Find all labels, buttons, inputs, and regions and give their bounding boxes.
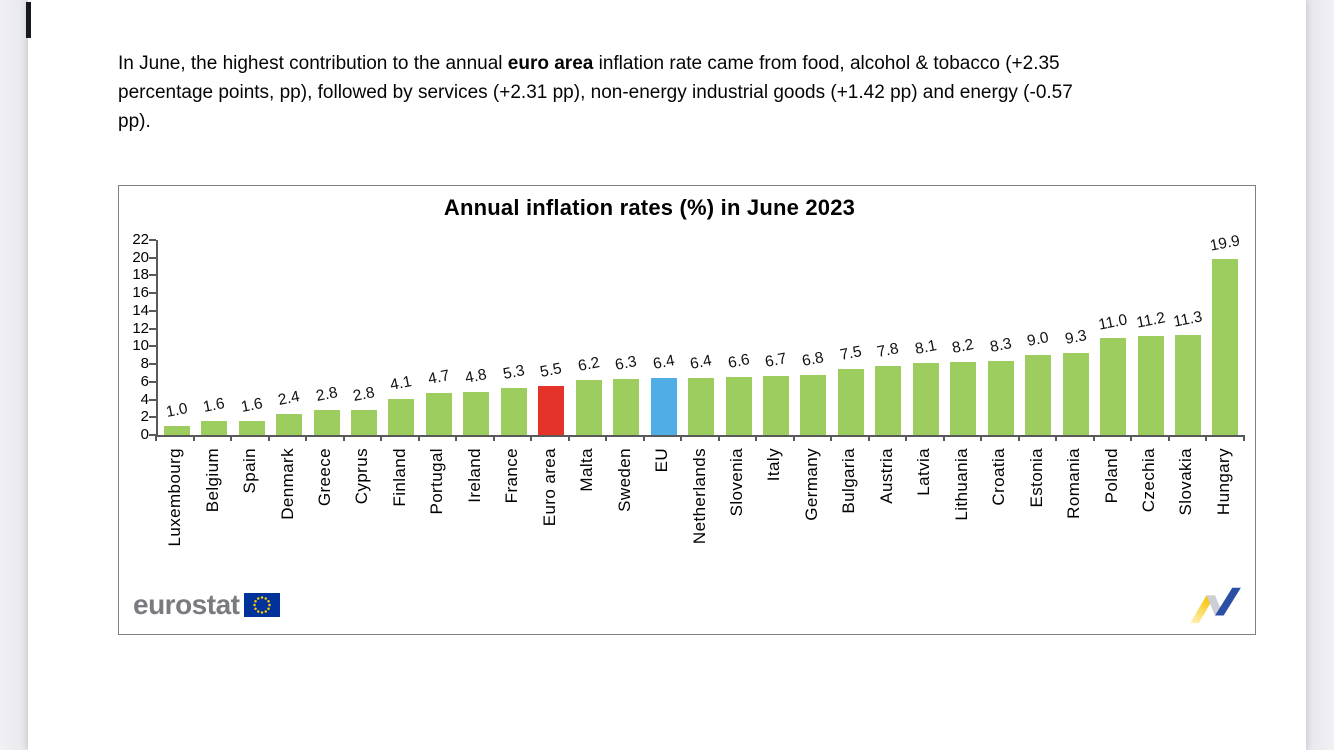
y-axis-tick bbox=[149, 381, 156, 383]
bar-slot bbox=[832, 240, 869, 435]
category-label: Poland bbox=[1101, 448, 1121, 504]
category-label-slot bbox=[1017, 448, 1054, 598]
bar-value-label: 6.4 bbox=[688, 352, 714, 374]
bar-sweden bbox=[613, 379, 639, 435]
bar-value-label: 4.7 bbox=[426, 367, 452, 389]
x-axis-tick bbox=[1168, 435, 1170, 441]
bar-slot bbox=[720, 240, 757, 435]
y-axis-label: 10 bbox=[132, 337, 149, 355]
bar-slot bbox=[233, 240, 270, 435]
bar-euro-area bbox=[538, 386, 564, 435]
y-axis-label: 22 bbox=[132, 231, 149, 248]
y-axis-label: 14 bbox=[132, 301, 149, 319]
bar-slot bbox=[1057, 240, 1094, 435]
x-axis-tick bbox=[680, 435, 682, 441]
x-axis-tick bbox=[568, 435, 570, 441]
x-axis-tick bbox=[530, 435, 532, 441]
x-axis-tick bbox=[605, 435, 607, 441]
bar-slot bbox=[458, 240, 495, 435]
x-axis-tick bbox=[1055, 435, 1057, 441]
paragraph-text: inflation rate came from food, alcohol & tobacco (+2.35 bbox=[593, 53, 1060, 74]
y-axis-tick bbox=[149, 399, 156, 401]
bar-value-label: 11.0 bbox=[1097, 310, 1129, 334]
eurostat-trend-icon bbox=[1187, 583, 1245, 627]
category-label: Germany bbox=[801, 448, 821, 521]
bar-slot bbox=[270, 240, 307, 435]
category-label: Malta bbox=[577, 448, 597, 492]
bar-cyprus bbox=[351, 410, 377, 435]
x-axis-tick bbox=[343, 435, 345, 441]
bar-netherlands bbox=[688, 378, 714, 435]
category-label: Netherlands bbox=[689, 448, 709, 545]
category-label: Denmark bbox=[277, 448, 297, 520]
bar-slot bbox=[757, 240, 794, 435]
bar-france bbox=[501, 388, 527, 435]
category-label-slot bbox=[231, 448, 268, 598]
x-axis-tick bbox=[868, 435, 870, 441]
category-label-slot bbox=[1205, 448, 1242, 598]
bar-slot bbox=[533, 240, 570, 435]
category-label: Slovenia bbox=[727, 448, 747, 517]
bar-slovakia bbox=[1175, 335, 1201, 435]
inflation-bar-chart bbox=[118, 185, 1256, 635]
bar-slot bbox=[645, 240, 682, 435]
x-axis-tick bbox=[643, 435, 645, 441]
x-axis-tick bbox=[493, 435, 495, 441]
bar-denmark bbox=[276, 414, 302, 435]
bar-value-label: 6.6 bbox=[726, 350, 751, 372]
category-label-slot bbox=[381, 448, 418, 598]
bar-slot bbox=[308, 240, 345, 435]
category-label: France bbox=[502, 448, 522, 504]
bar-luxembourg bbox=[164, 426, 190, 435]
category-label-slot bbox=[343, 448, 380, 598]
bar-slot bbox=[982, 240, 1019, 435]
category-label: Romania bbox=[1064, 448, 1084, 519]
bar-value-label: 9.0 bbox=[1025, 329, 1051, 351]
bar-slot bbox=[383, 240, 420, 435]
bar-value-label: 4.1 bbox=[389, 372, 414, 394]
bar-slot bbox=[1207, 231, 1244, 435]
x-axis-tick bbox=[268, 435, 270, 441]
x-axis-tick bbox=[755, 435, 757, 441]
category-label-slot bbox=[980, 448, 1017, 598]
category-label-slot bbox=[493, 448, 530, 598]
bar-value-label: 6.7 bbox=[763, 349, 789, 371]
category-label: Latvia bbox=[914, 448, 934, 496]
bar-finland bbox=[388, 399, 414, 435]
bar-germany bbox=[800, 375, 826, 435]
category-label: Croatia bbox=[989, 448, 1009, 506]
bar-value-label: 5.3 bbox=[501, 362, 526, 383]
x-axis-tick bbox=[455, 435, 457, 441]
bar-slot bbox=[1132, 240, 1169, 435]
bar-value-label: 7.5 bbox=[838, 342, 863, 364]
bar-ireland bbox=[463, 392, 489, 435]
bar-slot bbox=[1094, 240, 1131, 435]
y-axis-label: 8 bbox=[140, 355, 149, 373]
category-label: Slovakia bbox=[1176, 448, 1196, 516]
bar-value-label: 2.8 bbox=[314, 384, 339, 406]
bar-slot bbox=[345, 240, 382, 435]
category-label-slot bbox=[156, 448, 193, 598]
bar-bulgaria bbox=[838, 369, 864, 435]
bar-slot bbox=[945, 240, 982, 435]
category-label: Bulgaria bbox=[839, 448, 859, 514]
paragraph-text: percentage points, pp), followed by services (+2.31 pp), non-energy industrial goods (+1.42 pp) and energy (-0.57 bbox=[118, 82, 1073, 103]
bar-value-label: 5.5 bbox=[538, 360, 564, 382]
bar-slot bbox=[1019, 240, 1056, 435]
y-axis-label: 12 bbox=[132, 319, 149, 337]
bar-value-label: 11.2 bbox=[1134, 309, 1167, 332]
bar-poland bbox=[1100, 338, 1126, 436]
bar-slot bbox=[682, 240, 719, 435]
category-label-slot bbox=[306, 448, 343, 598]
x-axis-tick bbox=[1130, 435, 1132, 441]
category-label-slot bbox=[680, 448, 717, 598]
category-label: Cyprus bbox=[352, 448, 372, 505]
x-axis-tick bbox=[830, 435, 832, 441]
bar-czechia bbox=[1138, 336, 1164, 435]
x-axis-tick bbox=[793, 435, 795, 441]
y-axis-tick bbox=[149, 363, 156, 365]
category-label-slot bbox=[456, 448, 493, 598]
bar-greece bbox=[314, 410, 340, 435]
category-label: Hungary bbox=[1213, 448, 1233, 516]
bar-croatia bbox=[988, 361, 1014, 435]
category-label: EU bbox=[652, 448, 672, 473]
bar-value-label: 8.3 bbox=[988, 335, 1013, 357]
body-paragraph bbox=[118, 49, 1230, 136]
x-axis-tick bbox=[943, 435, 945, 441]
category-label: Spain bbox=[240, 448, 260, 494]
bar-slot bbox=[607, 240, 644, 435]
x-axis-tick bbox=[1243, 435, 1245, 441]
category-label: Greece bbox=[315, 448, 335, 507]
bar-slot bbox=[870, 240, 907, 435]
y-axis-label: 18 bbox=[132, 266, 149, 284]
category-label: Sweden bbox=[614, 448, 634, 512]
category-label-slot bbox=[418, 448, 455, 598]
bar-value-label: 2.8 bbox=[351, 384, 377, 406]
category-label-slot bbox=[1167, 448, 1204, 598]
category-label-slot bbox=[905, 448, 942, 598]
y-axis-tick bbox=[149, 328, 156, 330]
category-label-slot bbox=[1092, 448, 1129, 598]
category-label: Estonia bbox=[1026, 448, 1046, 508]
category-label-slot bbox=[868, 448, 905, 598]
page-gutter-left bbox=[0, 0, 28, 750]
category-label-slot bbox=[718, 448, 755, 598]
page-gutter-right bbox=[1306, 0, 1334, 750]
bar-value-label: 1.6 bbox=[239, 394, 264, 416]
y-axis-tick bbox=[149, 310, 156, 312]
category-label: Portugal bbox=[427, 448, 447, 515]
paragraph-text: pp). bbox=[118, 111, 151, 132]
document-page bbox=[28, 0, 1306, 750]
category-label-slot bbox=[755, 448, 792, 598]
bar-portugal bbox=[426, 393, 452, 435]
eu-flag-icon bbox=[244, 593, 280, 617]
y-axis-tick bbox=[149, 292, 156, 294]
bar-spain bbox=[239, 421, 265, 435]
paragraph-bold-text: euro area bbox=[507, 53, 594, 74]
category-label-slot bbox=[830, 448, 867, 598]
y-axis-label: 20 bbox=[132, 248, 149, 266]
bar-slot bbox=[570, 240, 607, 435]
y-axis-label: 16 bbox=[132, 284, 149, 302]
bar-value-label: 6.4 bbox=[651, 352, 676, 374]
bar-value-label: 11.3 bbox=[1171, 308, 1204, 331]
x-axis-tick bbox=[905, 435, 907, 441]
category-label: Lithuania bbox=[951, 448, 971, 521]
bars-container bbox=[158, 231, 1244, 435]
bar-belgium bbox=[201, 421, 227, 435]
bar-value-label: 6.3 bbox=[613, 353, 639, 375]
bar-value-label: 9.3 bbox=[1063, 326, 1088, 348]
category-label-slot bbox=[1130, 448, 1167, 598]
category-label-slot bbox=[531, 448, 568, 598]
bar-value-label: 6.2 bbox=[576, 354, 601, 375]
bar-italy bbox=[763, 376, 789, 435]
category-label-slot bbox=[643, 448, 680, 598]
y-axis-tick bbox=[149, 416, 156, 418]
bar-value-label: 1.0 bbox=[164, 400, 189, 422]
bar-eu bbox=[651, 378, 677, 435]
bar-slovenia bbox=[726, 377, 752, 436]
x-axis-tick bbox=[980, 435, 982, 441]
bar-lithuania bbox=[950, 362, 976, 435]
bar-slot bbox=[907, 240, 944, 435]
chart-plot-area bbox=[132, 231, 1244, 443]
chart-footer bbox=[133, 582, 1245, 628]
y-axis-tick bbox=[149, 239, 156, 241]
bar-value-label: 7.8 bbox=[876, 339, 901, 361]
category-label-slot bbox=[943, 448, 980, 598]
bar-value-label: 2.4 bbox=[276, 387, 302, 409]
y-axis-label: 0 bbox=[140, 426, 149, 443]
y-axis-label: 6 bbox=[140, 372, 149, 390]
adjacent-page-mark bbox=[26, 2, 31, 38]
category-label-slot bbox=[568, 448, 605, 598]
chart-title: Annual inflation rates (%) in June 2023 bbox=[443, 195, 856, 220]
category-label-slot bbox=[268, 448, 305, 598]
bar-slot bbox=[1169, 240, 1206, 435]
bar-slot bbox=[420, 240, 457, 435]
x-axis-tick bbox=[305, 435, 307, 441]
eurostat-wordmark: eurostat bbox=[133, 589, 240, 620]
bar-romania bbox=[1063, 353, 1089, 435]
x-axis-tick bbox=[718, 435, 720, 441]
bar-austria bbox=[875, 366, 901, 435]
category-label: Finland bbox=[389, 448, 409, 507]
category-label: Ireland bbox=[464, 448, 484, 503]
bar-slot bbox=[795, 240, 832, 435]
y-axis-tick bbox=[149, 257, 156, 259]
category-label: Belgium bbox=[202, 448, 222, 513]
bar-value-label: 1.6 bbox=[201, 394, 227, 416]
bar-slot bbox=[158, 240, 195, 435]
x-axis-tick bbox=[380, 435, 382, 441]
category-label: Austria bbox=[876, 448, 896, 504]
bar-value-label: 8.2 bbox=[950, 336, 976, 358]
bar-hungary bbox=[1212, 259, 1238, 435]
bar-value-label: 4.8 bbox=[464, 366, 489, 388]
category-label: Italy bbox=[764, 448, 784, 482]
category-label-slot bbox=[793, 448, 830, 598]
category-label: Luxembourg bbox=[165, 448, 185, 547]
category-label-slot bbox=[605, 448, 642, 598]
bar-value-label: 19.9 bbox=[1208, 231, 1242, 255]
x-axis-ticks bbox=[156, 435, 1244, 442]
category-label-slot bbox=[1055, 448, 1092, 598]
bar-value-label: 6.8 bbox=[801, 348, 826, 370]
bar-estonia bbox=[1025, 355, 1051, 435]
y-axis-tick bbox=[149, 274, 156, 276]
y-axis-label: 4 bbox=[140, 390, 149, 408]
paragraph-text: In June, the highest contribution to the annual bbox=[118, 53, 508, 74]
category-label: Czechia bbox=[1139, 448, 1158, 513]
category-label-slot bbox=[193, 448, 230, 598]
x-axis-tick bbox=[230, 435, 232, 441]
x-axis-tick bbox=[193, 435, 195, 441]
bar-value-label: 8.1 bbox=[913, 337, 938, 359]
x-axis-tick bbox=[155, 435, 157, 441]
category-label: Euro area bbox=[539, 448, 559, 527]
bar-slot bbox=[495, 240, 532, 435]
bar-malta bbox=[576, 380, 602, 435]
x-axis-tick bbox=[418, 435, 420, 441]
x-axis-tick bbox=[1093, 435, 1095, 441]
bar-slot bbox=[195, 240, 232, 435]
y-axis-tick bbox=[149, 345, 156, 347]
eurostat-logo bbox=[133, 591, 280, 619]
category-labels bbox=[156, 448, 1242, 598]
bar-latvia bbox=[913, 363, 939, 435]
x-axis-tick bbox=[1018, 435, 1020, 441]
x-axis-tick bbox=[1205, 435, 1207, 441]
y-axis-label: 2 bbox=[140, 408, 149, 426]
